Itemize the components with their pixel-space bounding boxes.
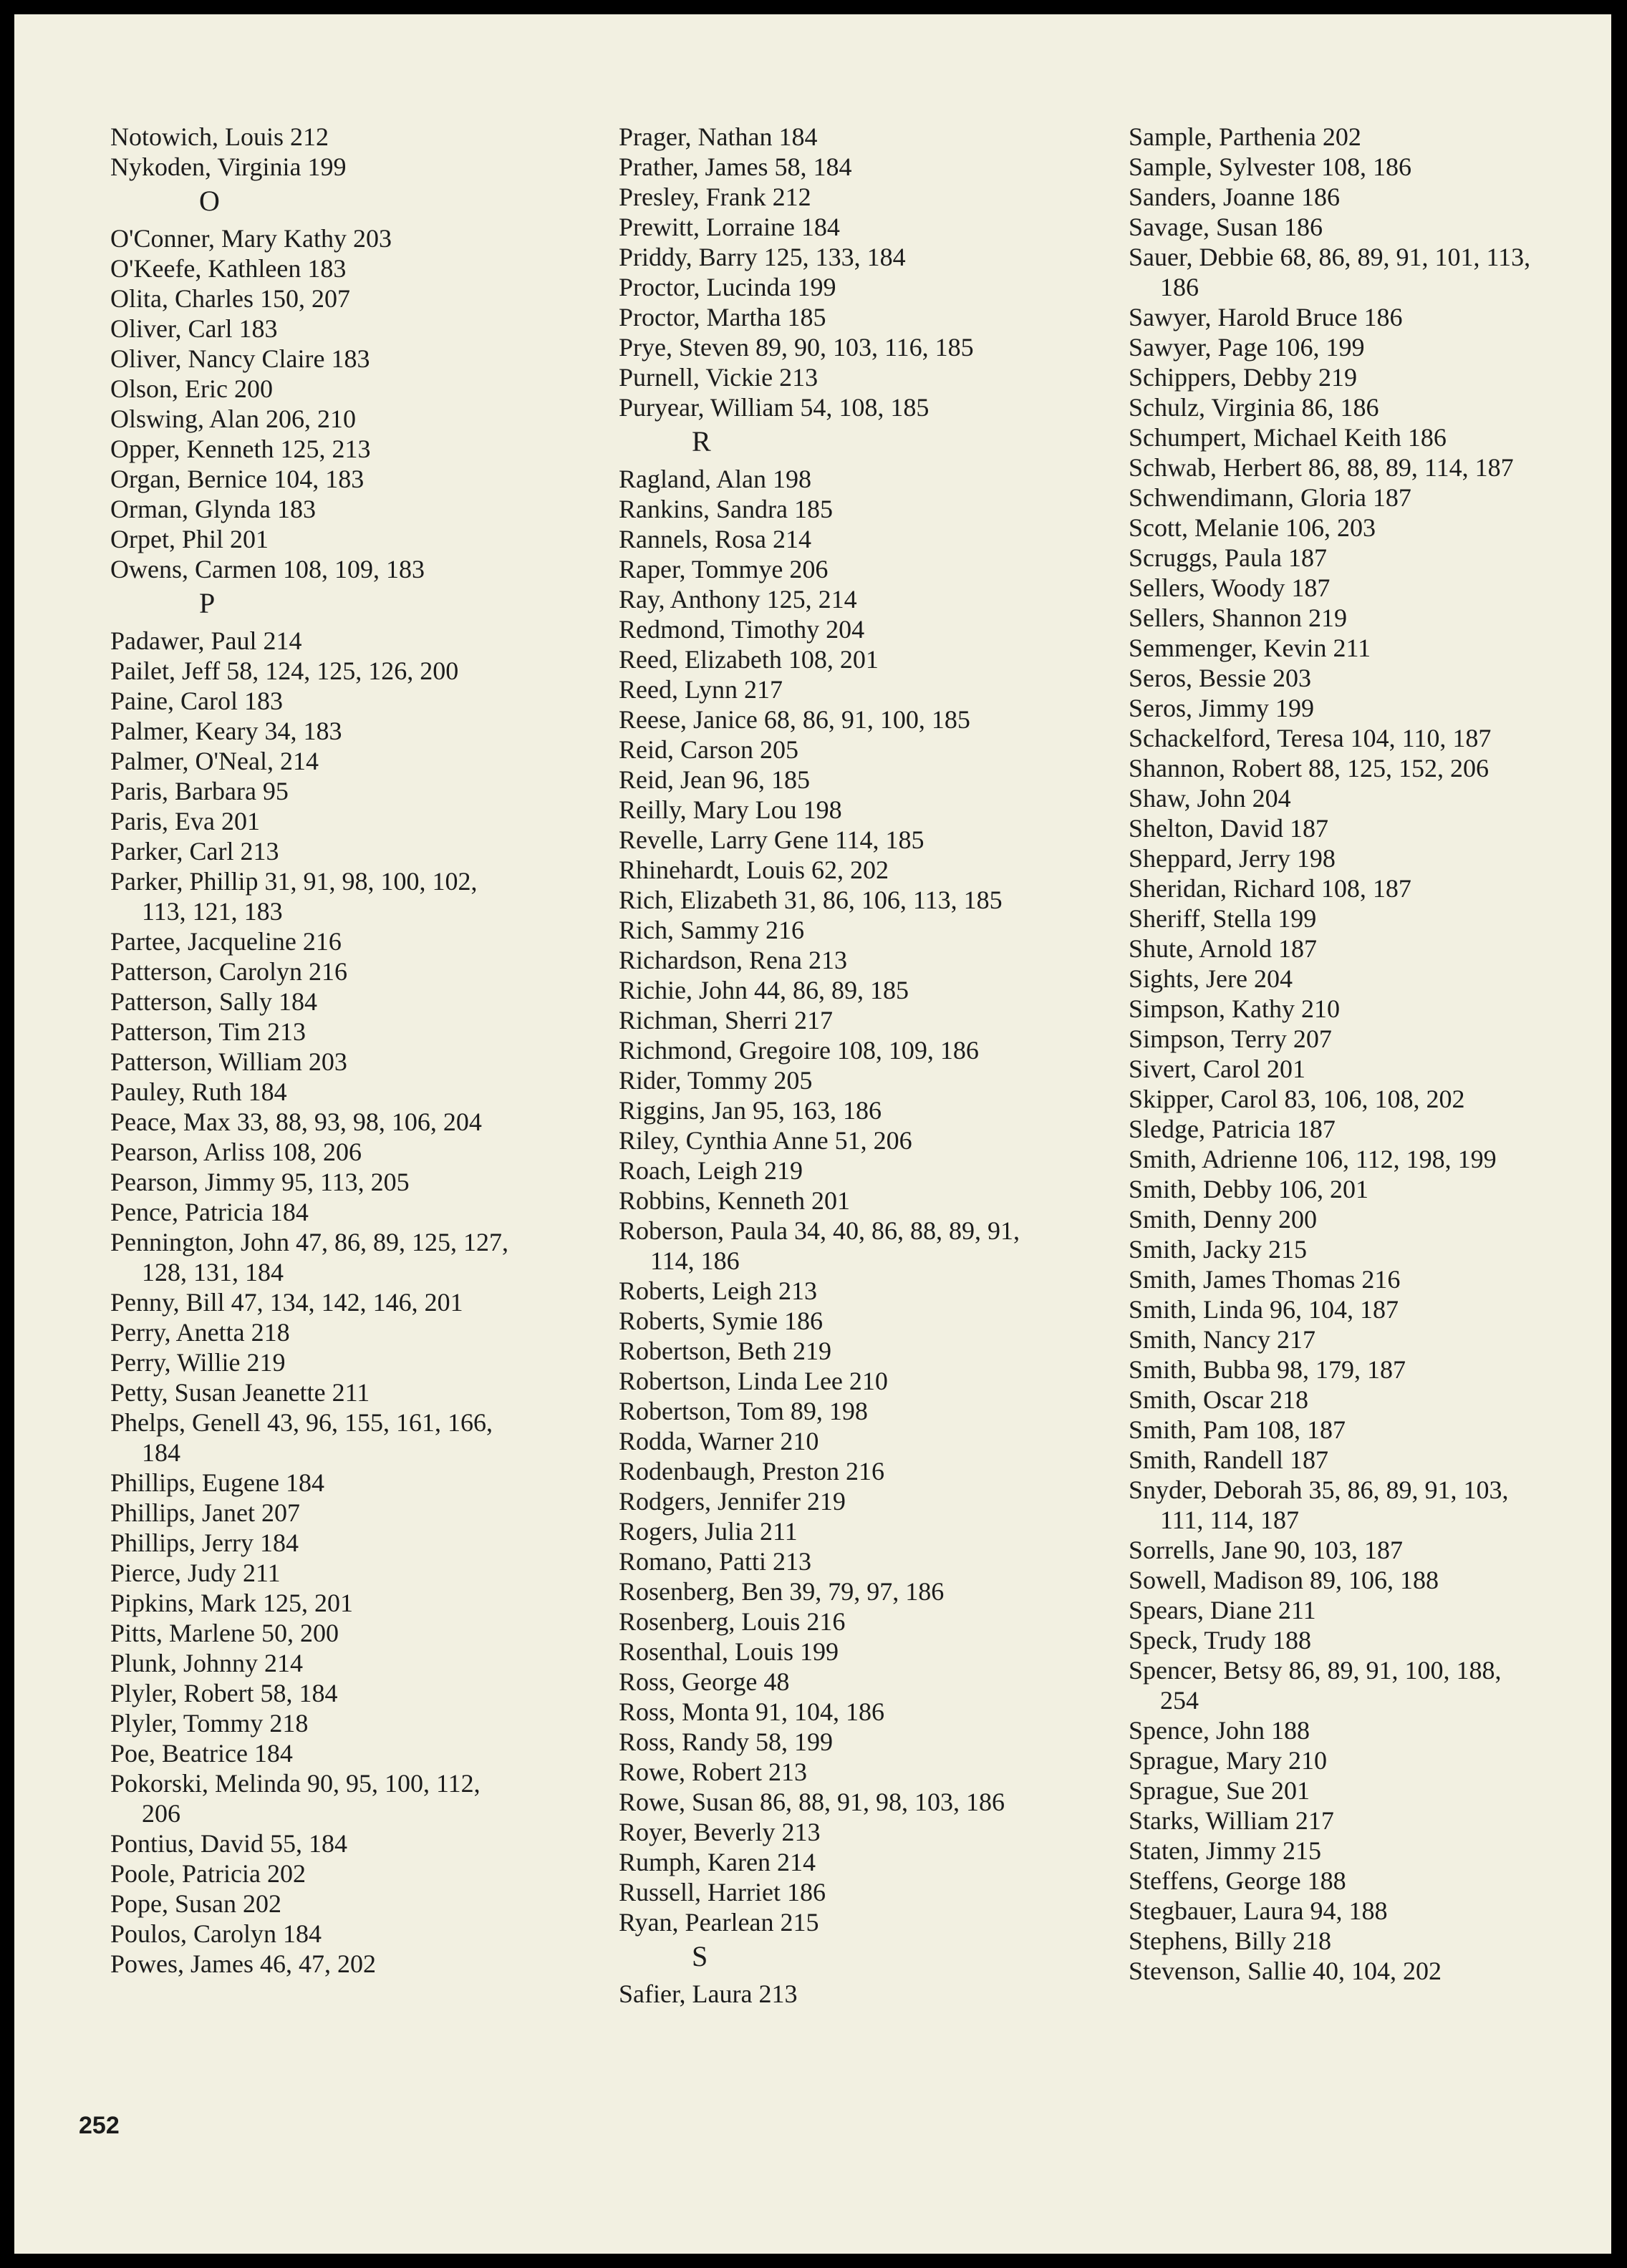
index-entry: Richman, Sherri 217 bbox=[619, 1006, 833, 1034]
index-entry: Reese, Janice 68, 86, 91, 100, 185 bbox=[619, 705, 970, 734]
index-column-1 bbox=[110, 122, 604, 1979]
index-entry: Patterson, Sally 184 bbox=[110, 987, 317, 1016]
index-entry: Shelton, David 187 bbox=[1129, 814, 1328, 843]
index-entry: Ryan, Pearlean 215 bbox=[619, 1908, 819, 1937]
index-entry: Sights, Jere 204 bbox=[1129, 964, 1293, 993]
index-entry: Starks, William 217 bbox=[1129, 1806, 1334, 1835]
index-column-3 bbox=[1129, 122, 1611, 1986]
index-entry: Rankins, Sandra 185 bbox=[619, 495, 833, 523]
index-entry: Ragland, Alan 198 bbox=[619, 465, 811, 493]
index-entry: Ross, Randy 58, 199 bbox=[619, 1727, 834, 1756]
index-entry: Palmer, Keary 34, 183 bbox=[110, 717, 342, 745]
index-entry: Spence, John 188 bbox=[1129, 1716, 1310, 1745]
index-entry: Sorrells, Jane 90, 103, 187 bbox=[1129, 1536, 1403, 1564]
index-entry: Penny, Bill 47, 134, 142, 146, 201 bbox=[110, 1288, 463, 1317]
index-entry: Roberts, Leigh 213 bbox=[619, 1276, 817, 1305]
index-entry: Reed, Lynn 217 bbox=[619, 675, 783, 704]
index-entry: Sellers, Woody 187 bbox=[1129, 573, 1331, 602]
index-entry: Parker, Phillip 31, 91, 98, 100, 102, bbox=[110, 867, 478, 896]
index-entry: Steffens, George 188 bbox=[1129, 1866, 1346, 1895]
index-entry: Rodenbaugh, Preston 216 bbox=[619, 1457, 884, 1486]
index-entry: Reilly, Mary Lou 198 bbox=[619, 795, 842, 824]
index-entry: Smith, Denny 200 bbox=[1129, 1205, 1318, 1234]
index-entry: Purnell, Vickie 213 bbox=[619, 363, 819, 392]
index-entry: O'Conner, Mary Kathy 203 bbox=[110, 224, 392, 253]
index-entry: Sheppard, Jerry 198 bbox=[1129, 844, 1336, 873]
index-entry: Rannels, Rosa 214 bbox=[619, 525, 811, 553]
index-entry: Prather, James 58, 184 bbox=[619, 152, 852, 181]
index-entry: Rodgers, Jennifer 219 bbox=[619, 1487, 846, 1516]
index-entry: Nykoden, Virginia 199 bbox=[110, 152, 347, 181]
index-entry: Richie, John 44, 86, 89, 185 bbox=[619, 976, 909, 1004]
index-entry: Paris, Eva 201 bbox=[110, 807, 260, 835]
index-entry: Phillips, Jerry 184 bbox=[110, 1528, 299, 1557]
index-entry: Rosenthal, Louis 199 bbox=[619, 1637, 839, 1666]
index-entry: Pearson, Jimmy 95, 113, 205 bbox=[110, 1168, 410, 1196]
index-entry: Opper, Kenneth 125, 213 bbox=[110, 435, 371, 463]
index-entry: Smith, Randell 187 bbox=[1129, 1445, 1328, 1474]
index-entry: Smith, Linda 96, 104, 187 bbox=[1129, 1295, 1399, 1324]
index-entry: Simpson, Kathy 210 bbox=[1129, 994, 1341, 1023]
index-entry: Robertson, Linda Lee 210 bbox=[619, 1367, 888, 1395]
index-entry: Russell, Harriet 186 bbox=[619, 1878, 826, 1906]
index-entry: Perry, Anetta 218 bbox=[110, 1318, 290, 1347]
section-letter: P bbox=[199, 587, 216, 619]
index-entry: Pitts, Marlene 50, 200 bbox=[110, 1619, 339, 1647]
index-entry: Robertson, Beth 219 bbox=[619, 1337, 831, 1365]
index-entry: Rowe, Robert 213 bbox=[619, 1758, 807, 1786]
index-entry: Oliver, Nancy Claire 183 bbox=[110, 344, 370, 373]
index-entry: Sheriff, Stella 199 bbox=[1129, 904, 1317, 933]
index-entry: Palmer, O'Neal, 214 bbox=[110, 747, 319, 775]
index-entry: Sawyer, Harold Bruce 186 bbox=[1129, 303, 1403, 331]
index-entry: Simpson, Terry 207 bbox=[1129, 1024, 1332, 1053]
index-entry: Rich, Sammy 216 bbox=[619, 916, 804, 944]
index-entry: Pope, Susan 202 bbox=[110, 1889, 282, 1918]
index-entry: Prager, Nathan 184 bbox=[619, 122, 818, 151]
index-entry: O'Keefe, Kathleen 183 bbox=[110, 254, 347, 283]
index-entry: Schwendimann, Gloria 187 bbox=[1129, 483, 1411, 512]
index-entry: Staten, Jimmy 215 bbox=[1129, 1836, 1321, 1865]
index-entry: Rodda, Warner 210 bbox=[619, 1427, 819, 1455]
index-entry: Raper, Tommye 206 bbox=[619, 555, 829, 583]
index-entry: Phillips, Eugene 184 bbox=[110, 1468, 324, 1497]
index-entry: Stephens, Billy 218 bbox=[1129, 1927, 1332, 1955]
index-entry: Smith, Pam 108, 187 bbox=[1129, 1415, 1346, 1444]
index-entry: Pailet, Jeff 58, 124, 125, 126, 200 bbox=[110, 656, 459, 685]
index-entry: Speck, Trudy 188 bbox=[1129, 1626, 1312, 1654]
index-entry: Ross, George 48 bbox=[619, 1667, 790, 1696]
index-entry: Pearson, Arliss 108, 206 bbox=[110, 1138, 362, 1166]
index-entry: Pauley, Ruth 184 bbox=[110, 1077, 287, 1106]
index-entry: Schwab, Herbert 86, 88, 89, 114, 187 bbox=[1129, 453, 1514, 482]
index-entry: Skipper, Carol 83, 106, 108, 202 bbox=[1129, 1085, 1465, 1113]
index-entry: Plyler, Tommy 218 bbox=[110, 1709, 309, 1738]
index-entry: Savage, Susan 186 bbox=[1129, 213, 1323, 241]
index-entry: Sanders, Joanne 186 bbox=[1129, 183, 1340, 211]
index-entry: Pennington, John 47, 86, 89, 125, 127, bbox=[110, 1228, 509, 1256]
index-entry: Phelps, Genell 43, 96, 155, 161, 166, bbox=[110, 1408, 493, 1437]
index-entry: Pierce, Judy 211 bbox=[110, 1559, 281, 1587]
index-entry: Ray, Anthony 125, 214 bbox=[619, 585, 857, 614]
index-entry-continuation: 254 bbox=[1160, 1686, 1199, 1715]
index-entry: Scruggs, Paula 187 bbox=[1129, 543, 1327, 572]
index-entry: Sample, Parthenia 202 bbox=[1129, 122, 1361, 151]
index-entry-continuation: 128, 131, 184 bbox=[142, 1258, 284, 1286]
index-entry: Scott, Melanie 106, 203 bbox=[1129, 513, 1376, 542]
index-entry: Stegbauer, Laura 94, 188 bbox=[1129, 1896, 1388, 1925]
index-entry: Smith, Adrienne 106, 112, 198, 199 bbox=[1129, 1145, 1497, 1173]
index-entry: Patterson, Carolyn 216 bbox=[110, 957, 347, 986]
index-entry-continuation: 206 bbox=[142, 1799, 180, 1828]
index-entry: Sawyer, Page 106, 199 bbox=[1129, 333, 1365, 362]
section-letter: S bbox=[692, 1940, 708, 1972]
index-entry: Schippers, Debby 219 bbox=[1129, 363, 1357, 392]
index-entry: Rosenberg, Ben 39, 79, 97, 186 bbox=[619, 1577, 945, 1606]
index-entry-continuation: 114, 186 bbox=[650, 1246, 740, 1275]
index-entry: Sowell, Madison 89, 106, 188 bbox=[1129, 1566, 1439, 1594]
index-entry: Sivert, Carol 201 bbox=[1129, 1055, 1305, 1083]
index-entry: Sellers, Shannon 219 bbox=[1129, 604, 1347, 632]
index-entry: Poole, Patricia 202 bbox=[110, 1859, 306, 1888]
index-entry: Olson, Eric 200 bbox=[110, 374, 273, 403]
index-entry: Notowich, Louis 212 bbox=[110, 122, 329, 151]
index-entry: Powes, James 46, 47, 202 bbox=[110, 1949, 376, 1978]
index-entry: Seros, Jimmy 199 bbox=[1129, 694, 1315, 722]
index-entry: Orman, Glynda 183 bbox=[110, 495, 316, 523]
index-entry: Reed, Elizabeth 108, 201 bbox=[619, 645, 879, 674]
index-entry: Sauer, Debbie 68, 86, 89, 91, 101, 113, bbox=[1129, 243, 1531, 271]
index-entry: Roach, Leigh 219 bbox=[619, 1156, 803, 1185]
index-entry: Romano, Patti 213 bbox=[619, 1547, 811, 1576]
index-entry: Rowe, Susan 86, 88, 91, 98, 103, 186 bbox=[619, 1788, 1005, 1816]
index-entry: Peace, Max 33, 88, 93, 98, 106, 204 bbox=[110, 1108, 482, 1136]
index-entry: Pipkins, Mark 125, 201 bbox=[110, 1589, 354, 1617]
index-entry: Patterson, Tim 213 bbox=[110, 1017, 306, 1046]
index-entry: Spencer, Betsy 86, 89, 91, 100, 188, bbox=[1129, 1656, 1502, 1685]
index-entry: Presley, Frank 212 bbox=[619, 183, 811, 211]
index-entry: Riley, Cynthia Anne 51, 206 bbox=[619, 1126, 912, 1155]
index-entry: Smith, Jacky 215 bbox=[1129, 1235, 1307, 1264]
index-entry: Schulz, Virginia 86, 186 bbox=[1129, 393, 1379, 422]
index-entry: Richardson, Rena 213 bbox=[619, 946, 847, 974]
index-entry: Paris, Barbara 95 bbox=[110, 777, 289, 805]
index-entry: Priddy, Barry 125, 133, 184 bbox=[619, 243, 906, 271]
index-entry: Poe, Beatrice 184 bbox=[110, 1739, 293, 1768]
index-entry: Sheridan, Richard 108, 187 bbox=[1129, 874, 1411, 903]
index-entry: Redmond, Timothy 204 bbox=[619, 615, 865, 644]
index-entry: Orpet, Phil 201 bbox=[110, 525, 269, 553]
index-entry: Puryear, William 54, 108, 185 bbox=[619, 393, 930, 422]
index-entry: Robbins, Kenneth 201 bbox=[619, 1186, 850, 1215]
index-entry: Pence, Patricia 184 bbox=[110, 1198, 309, 1226]
index-entry: Spears, Diane 211 bbox=[1129, 1596, 1316, 1624]
index-entry: Smith, Debby 106, 201 bbox=[1129, 1175, 1369, 1203]
index-entry: Poulos, Carolyn 184 bbox=[110, 1919, 322, 1948]
page-number: 252 bbox=[79, 2112, 120, 2139]
index-entry: Shaw, John 204 bbox=[1129, 784, 1291, 813]
index-entry-continuation: 186 bbox=[1160, 273, 1199, 301]
section-letter: O bbox=[199, 185, 220, 217]
index-page bbox=[14, 14, 1611, 2254]
index-entry: Reid, Jean 96, 185 bbox=[619, 765, 810, 794]
index-entry: Pontius, David 55, 184 bbox=[110, 1829, 348, 1858]
index-entry: Phillips, Janet 207 bbox=[110, 1498, 301, 1527]
index-entry: Schackelford, Teresa 104, 110, 187 bbox=[1129, 724, 1492, 752]
index-entry: Plunk, Johnny 214 bbox=[110, 1649, 304, 1677]
index-entry: Oliver, Carl 183 bbox=[110, 314, 278, 343]
index-entry: Semmenger, Kevin 211 bbox=[1129, 634, 1371, 662]
index-entry: Roberson, Paula 34, 40, 86, 88, 89, 91, bbox=[619, 1216, 1020, 1245]
index-entry: Revelle, Larry Gene 114, 185 bbox=[619, 825, 924, 854]
index-entry: Paine, Carol 183 bbox=[110, 687, 283, 715]
index-entry: Rider, Tommy 205 bbox=[619, 1066, 813, 1095]
index-entry: Proctor, Lucinda 199 bbox=[619, 273, 836, 301]
index-entry: Organ, Bernice 104, 183 bbox=[110, 465, 364, 493]
index-entry: Rogers, Julia 211 bbox=[619, 1517, 798, 1546]
index-entry-continuation: 184 bbox=[142, 1438, 180, 1467]
index-entry: Padawer, Paul 214 bbox=[110, 626, 302, 655]
index-entry: Sledge, Patricia 187 bbox=[1129, 1115, 1336, 1143]
index-entry: Rhinehardt, Louis 62, 202 bbox=[619, 856, 889, 884]
index-entry: Schumpert, Michael Keith 186 bbox=[1129, 423, 1447, 452]
index-entry: Roberts, Symie 186 bbox=[619, 1307, 823, 1335]
index-entry: Richmond, Gregoire 108, 109, 186 bbox=[619, 1036, 979, 1065]
index-entry: Shannon, Robert 88, 125, 152, 206 bbox=[1129, 754, 1489, 782]
index-entry: Riggins, Jan 95, 163, 186 bbox=[619, 1096, 882, 1125]
index-entry: Plyler, Robert 58, 184 bbox=[110, 1679, 338, 1707]
index-entry: Smith, James Thomas 216 bbox=[1129, 1265, 1401, 1294]
index-entry: Sample, Sylvester 108, 186 bbox=[1129, 152, 1411, 181]
index-entry: Partee, Jacqueline 216 bbox=[110, 927, 342, 956]
index-entry: Ross, Monta 91, 104, 186 bbox=[619, 1697, 885, 1726]
index-entry: Perry, Willie 219 bbox=[110, 1348, 286, 1377]
index-entry: Rumph, Karen 214 bbox=[619, 1848, 816, 1876]
index-entry: Owens, Carmen 108, 109, 183 bbox=[110, 555, 425, 583]
section-letter: R bbox=[692, 425, 711, 457]
index-entry: Smith, Oscar 218 bbox=[1129, 1385, 1308, 1414]
index-entry: Rich, Elizabeth 31, 86, 106, 113, 185 bbox=[619, 886, 1003, 914]
index-entry: Olswing, Alan 206, 210 bbox=[110, 404, 357, 433]
index-entry: Smith, Bubba 98, 179, 187 bbox=[1129, 1355, 1406, 1384]
index-entry: Prye, Steven 89, 90, 103, 116, 185 bbox=[619, 333, 974, 362]
index-entry: Smith, Nancy 217 bbox=[1129, 1325, 1315, 1354]
index-column-2 bbox=[619, 122, 1113, 2009]
index-entry: Petty, Susan Jeanette 211 bbox=[110, 1378, 370, 1407]
index-entry: Sprague, Mary 210 bbox=[1129, 1746, 1327, 1775]
index-entry: Robertson, Tom 89, 198 bbox=[619, 1397, 868, 1425]
index-entry: Seros, Bessie 203 bbox=[1129, 664, 1311, 692]
index-entry: Sprague, Sue 201 bbox=[1129, 1776, 1310, 1805]
index-entry-continuation: 111, 114, 187 bbox=[1160, 1506, 1299, 1534]
index-entry: Parker, Carl 213 bbox=[110, 837, 279, 866]
index-entry: Snyder, Deborah 35, 86, 89, 91, 103, bbox=[1129, 1475, 1509, 1504]
index-entry: Olita, Charles 150, 207 bbox=[110, 284, 350, 313]
index-entry: Pokorski, Melinda 90, 95, 100, 112, bbox=[110, 1769, 481, 1798]
index-entry: Royer, Beverly 213 bbox=[619, 1818, 821, 1846]
index-entry-continuation: 113, 121, 183 bbox=[142, 897, 283, 926]
index-entry: Reid, Carson 205 bbox=[619, 735, 798, 764]
index-entry: Stevenson, Sallie 40, 104, 202 bbox=[1129, 1957, 1442, 1985]
index-entry: Rosenberg, Louis 216 bbox=[619, 1607, 846, 1636]
index-entry: Safier, Laura 213 bbox=[619, 1979, 798, 2008]
index-entry: Prewitt, Lorraine 184 bbox=[619, 213, 840, 241]
index-entry: Proctor, Martha 185 bbox=[619, 303, 826, 331]
index-entry: Patterson, William 203 bbox=[110, 1047, 347, 1076]
index-entry: Shute, Arnold 187 bbox=[1129, 934, 1318, 963]
